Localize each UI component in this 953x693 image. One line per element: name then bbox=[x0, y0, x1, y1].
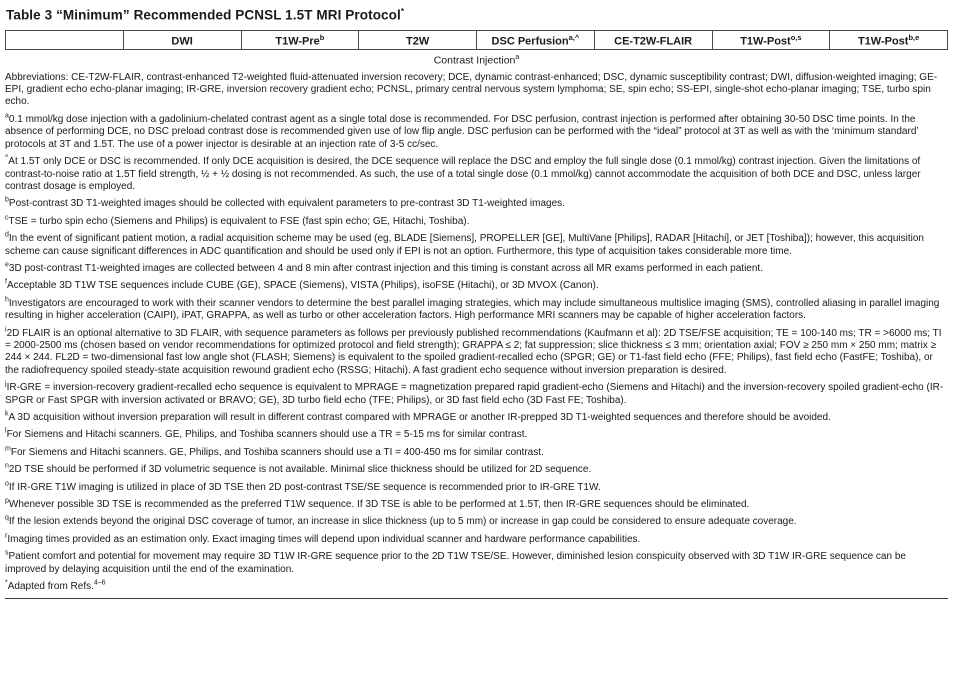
footnote-e bbox=[5, 263, 948, 275]
column-label: T1W-Post bbox=[740, 35, 791, 48]
footnote-text: A 3D acquisition without inversion preparation will result in different contrast compared with MPRAGE or another IR-prepped 3D T1-weighted sequences and therefore should be avoided. bbox=[8, 412, 831, 423]
column-label: DWI bbox=[171, 35, 193, 48]
footnote-text: 0.1 mmol/kg dose injection with a gadolinium-chelated contrast agent as a single total dose is recommended. For DSC perfusion, contrast injection is performed after obtaining 30-50 DSC time points. In the absence of performing DCE, no DSC preload contrast dose is recommended given use of low flip angle. DSC perfusion can be performed with the “ideal” protocol at 3T as well as with the ‘minimum standard’ protocols at 3T and 1.5T. The use of a power injector is desirable at an injection rate of 3-5 cc/sec. bbox=[5, 113, 919, 150]
footnote-marker: d bbox=[5, 231, 9, 239]
footnotes-section bbox=[5, 72, 948, 594]
protocol-table bbox=[5, 30, 948, 51]
column-label: T2W bbox=[406, 35, 430, 48]
footnote-text: Post-contrast 3D T1-weighted images should be collected with equivalent parameters to pre-contrast 3D T1-weighted images. bbox=[8, 198, 565, 210]
footnote-text: Investigators are encouraged to work with their scanner vendors to determine the best parallel imaging strategies, which may include simultaneous multislice imaging (SMS), controlled aliasing in parallel imaging resulting in higher acceleration (CAIPI), iPAT, GRAPPA, as well as turbo or other acceleration factors. High performance MRI scanners may be capable of higher acceleration factors. bbox=[5, 297, 940, 322]
footnote-j bbox=[5, 382, 948, 407]
footnote-marker: n bbox=[5, 462, 9, 470]
footnote-marker: r bbox=[5, 532, 8, 540]
footnote-text: Adapted from Refs. bbox=[7, 581, 94, 593]
footnote-text: 2D FLAIR is an optional alternative to 3D FLAIR, with sequence parameters as follows per previously published recommendations (Kaufmann et al): 2D TSE/FSE acquisition; TE = 100-140 ms; TR = >6000 ms; TI = 2000-2500 ms (chosen based on vendor recommendations for optimized protocol and field strength); GRAPPA ≤ 2; fat suppression; slice thickness ≤ 3 mm; orientation axial; FOV ≥ 250 mm × 250 mm; matrix ≥ 244 × 244. FL2D = two-dimensional fast low angle shot (FLASH; Siemens) is equivalent to the spoiled gradient-recalled echo (SPGR; GE) or T1-fast field echo (FFE; Philips), fast field echo (FastFE; Toshiba), or the radiofrequency spoiled steady-state acquisition rewound gradient echo (RSSG; Hitachi). A fast gradient echo sequence without inversion preparation is desired. bbox=[5, 327, 942, 376]
corner-cell bbox=[6, 30, 124, 50]
footnote-o bbox=[5, 482, 948, 494]
footnote-marker: k bbox=[5, 410, 9, 418]
footnote-text: Imaging times provided as an estimation only. Exact imaging times will depend upon individual scanner and hardware performance capabilities. bbox=[7, 533, 641, 545]
footnote-h bbox=[5, 298, 948, 323]
footnote-marker: f bbox=[5, 279, 7, 287]
footnote-text: For Siemens and Hitachi scanners. GE, Philips, and Toshiba scanners should use a TI = 400-450 ms for similar contrast. bbox=[10, 446, 544, 458]
footnote-l bbox=[5, 429, 948, 441]
column-footnote-marker: a,^ bbox=[568, 32, 580, 42]
footnote-text: Patient comfort and potential for movement may require 3D T1W IR-GRE sequence prior to the 2D T1W TSE/SE. However, diminished lesion conspicuity observed with 3D T1W IR-GRE sequence can be improved by delaying acquisition until the end of the examination. bbox=[5, 551, 906, 575]
footnote-text: If the lesion extends beyond the original DSC coverage of tumor, an increase in slice thickness (up to 5 mm) or increase in gap could be considered to ensure adequate coverage. bbox=[8, 516, 797, 528]
footnote-adapted-from bbox=[5, 581, 948, 593]
table-bottom-rule bbox=[5, 598, 948, 599]
contrast-injection-footnote-marker: a bbox=[515, 54, 520, 62]
footnote-i bbox=[5, 328, 948, 378]
column-header-t1w-post-2 bbox=[830, 30, 948, 50]
column-header-ce-t2w-flair bbox=[594, 30, 712, 50]
protocol-header-row bbox=[6, 30, 948, 50]
footnote-caret bbox=[5, 156, 948, 193]
footnote-marker: q bbox=[5, 515, 9, 523]
footnote-m bbox=[5, 447, 948, 459]
column-label: DSC Perfusion bbox=[491, 35, 569, 48]
footnote-text: 3D post-contrast T1-weighted images are collected between 4 and 8 min after contrast injection and this timing is constant across all MR exams performed in each patient. bbox=[8, 262, 763, 274]
footnote-marker: s bbox=[5, 549, 9, 557]
footnote-p bbox=[5, 499, 948, 511]
footnote-marker: l bbox=[5, 428, 7, 436]
footnote-text: For Siemens and Hitachi scanners. GE, Philips, and Toshiba scanners should use a TR = 5-15 ms for similar contrast. bbox=[6, 429, 528, 441]
footnote-a bbox=[5, 114, 948, 151]
footnote-marker: h bbox=[5, 296, 9, 304]
column-header-t2w bbox=[359, 30, 477, 50]
column-header-dwi bbox=[123, 30, 241, 50]
footnote-d bbox=[5, 233, 948, 258]
footnote-marker: c bbox=[5, 214, 9, 222]
contrast-injection-row bbox=[5, 54, 948, 67]
footnote-text: Abbreviations: CE-T2W-FLAIR, contrast-enhanced T2-weighted fluid-attenuated inversion recovery; DCE, dynamic contrast-enhanced; DSC, dynamic susceptibility contrast; DWI, diffusion-weighted imaging; GE-EPI, gradient echo echo-planar imaging; IR-GRE, inversion recovery gradient echo; PCNSL, primary central nervous system lymphoma; SE, spin echo; SS-EPI, single-shot echo-planar imaging; TSE, turbo spin echo. bbox=[5, 71, 938, 108]
footnote-c bbox=[5, 216, 948, 228]
footnote-abbreviations bbox=[5, 72, 948, 109]
contrast-injection-label: Contrast Injection bbox=[433, 54, 516, 67]
footnote-marker: i bbox=[5, 326, 7, 334]
column-footnote-marker: b,e bbox=[908, 32, 920, 42]
column-header-dsc-perfusion bbox=[477, 30, 595, 50]
footnote-tail-marker: 4–6 bbox=[93, 579, 106, 587]
footnote-q bbox=[5, 516, 948, 528]
footnote-text: In the event of significant patient motion, a radial acquisition scheme may be used (eg, BLADE [Siemens], PROPELLER [GE], MultiVane [Philips], RADAR [Hitachi], or JET [Toshiba]); however, this acquisition scheme can cause significant differences in ADC quantification and should be used only if EPI is not an option. Furthermore, this type of acquisition takes considerable more time. bbox=[5, 233, 924, 257]
column-footnote-marker: b bbox=[319, 32, 325, 42]
footnote-text: Whenever possible 3D TSE is recommended as the preferred T1W sequence. If 3D TSE is able to be performed at 1.5T, then IR-GRE sequences should be eliminated. bbox=[8, 499, 750, 511]
column-label: T1W-Post bbox=[857, 35, 909, 48]
footnote-n bbox=[5, 464, 948, 476]
footnote-marker: e bbox=[5, 261, 9, 269]
footnote-text: IR-GRE = inversion-recovery gradient-recalled echo sequence is equivalent to MPRAGE = magnetization prepared rapid gradient-echo (Siemens and Hitachi) and the inversion-recovery spoiled gradient-echo (IR-SPGR or Fast SPGR with inversion activated or BRAVO; GE), 3D turbo field echo (TFE; Philips), or 3D fast field echo (3D Fast FE; Toshiba). bbox=[5, 382, 944, 406]
footnote-marker: a bbox=[5, 112, 9, 120]
footnote-marker: b bbox=[5, 196, 9, 204]
footnote-text: If IR-GRE T1W imaging is utilized in place of 3D TSE then 2D post-contrast TSE/SE sequence is recommended prior to IR-GRE T1W. bbox=[8, 481, 601, 493]
table-title bbox=[6, 7, 948, 23]
footnote-s bbox=[5, 551, 948, 576]
table-title-footnote-marker: * bbox=[400, 7, 405, 16]
footnote-r bbox=[5, 534, 948, 546]
column-header-t1w-pre bbox=[241, 30, 359, 50]
footnote-marker: m bbox=[5, 445, 11, 453]
footnote-text: TSE = turbo spin echo (Siemens and Philips) is equivalent to FSE (fast spin echo; GE, Hitachi, Toshiba). bbox=[8, 215, 470, 227]
column-label: CE-T2W-FLAIR bbox=[614, 35, 693, 48]
column-header-t1w-post-1 bbox=[712, 30, 830, 50]
footnote-marker: o bbox=[5, 480, 9, 488]
column-footnote-marker: o,s bbox=[790, 32, 802, 42]
footnote-marker: * bbox=[5, 579, 8, 587]
footnote-k bbox=[5, 412, 948, 424]
table-title-text: Table 3 “Minimum” Recommended PCNSL 1.5T MRI Protocol bbox=[6, 7, 401, 23]
footnote-marker: ^ bbox=[5, 154, 9, 162]
column-label: T1W-Pre bbox=[275, 35, 320, 48]
footnote-b bbox=[5, 198, 948, 210]
footnote-text: At 1.5T only DCE or DSC is recommended. If only DCE acquisition is desired, the DCE sequence will replace the DSC and employ the full single dose (0.1 mmol/kg) contrast injection. Given the limitations of contrast-to-noise ratio at 1.5T field strength, ½ + ½ dosing is not recommended. As such, the use of a total single dose (0.1 mmol/kg) cannot accommodate the acquisition of both DCE and DSC, unless larger contrast dosage is employed. bbox=[5, 156, 921, 192]
footnote-text: Acceptable 3D T1W TSE sequences include CUBE (GE), SPACE (Siemens), VISTA (Philips), isoFSE (Hitachi), or 3D MVOX (Canon). bbox=[6, 280, 599, 292]
footnote-f bbox=[5, 280, 948, 292]
footnote-marker: j bbox=[5, 380, 7, 388]
footnote-text: 2D TSE should be performed if 3D volumetric sequence is not available. Minimal slice thickness should be utilized for 2D sequence. bbox=[8, 464, 592, 476]
footnote-marker: p bbox=[5, 497, 9, 505]
